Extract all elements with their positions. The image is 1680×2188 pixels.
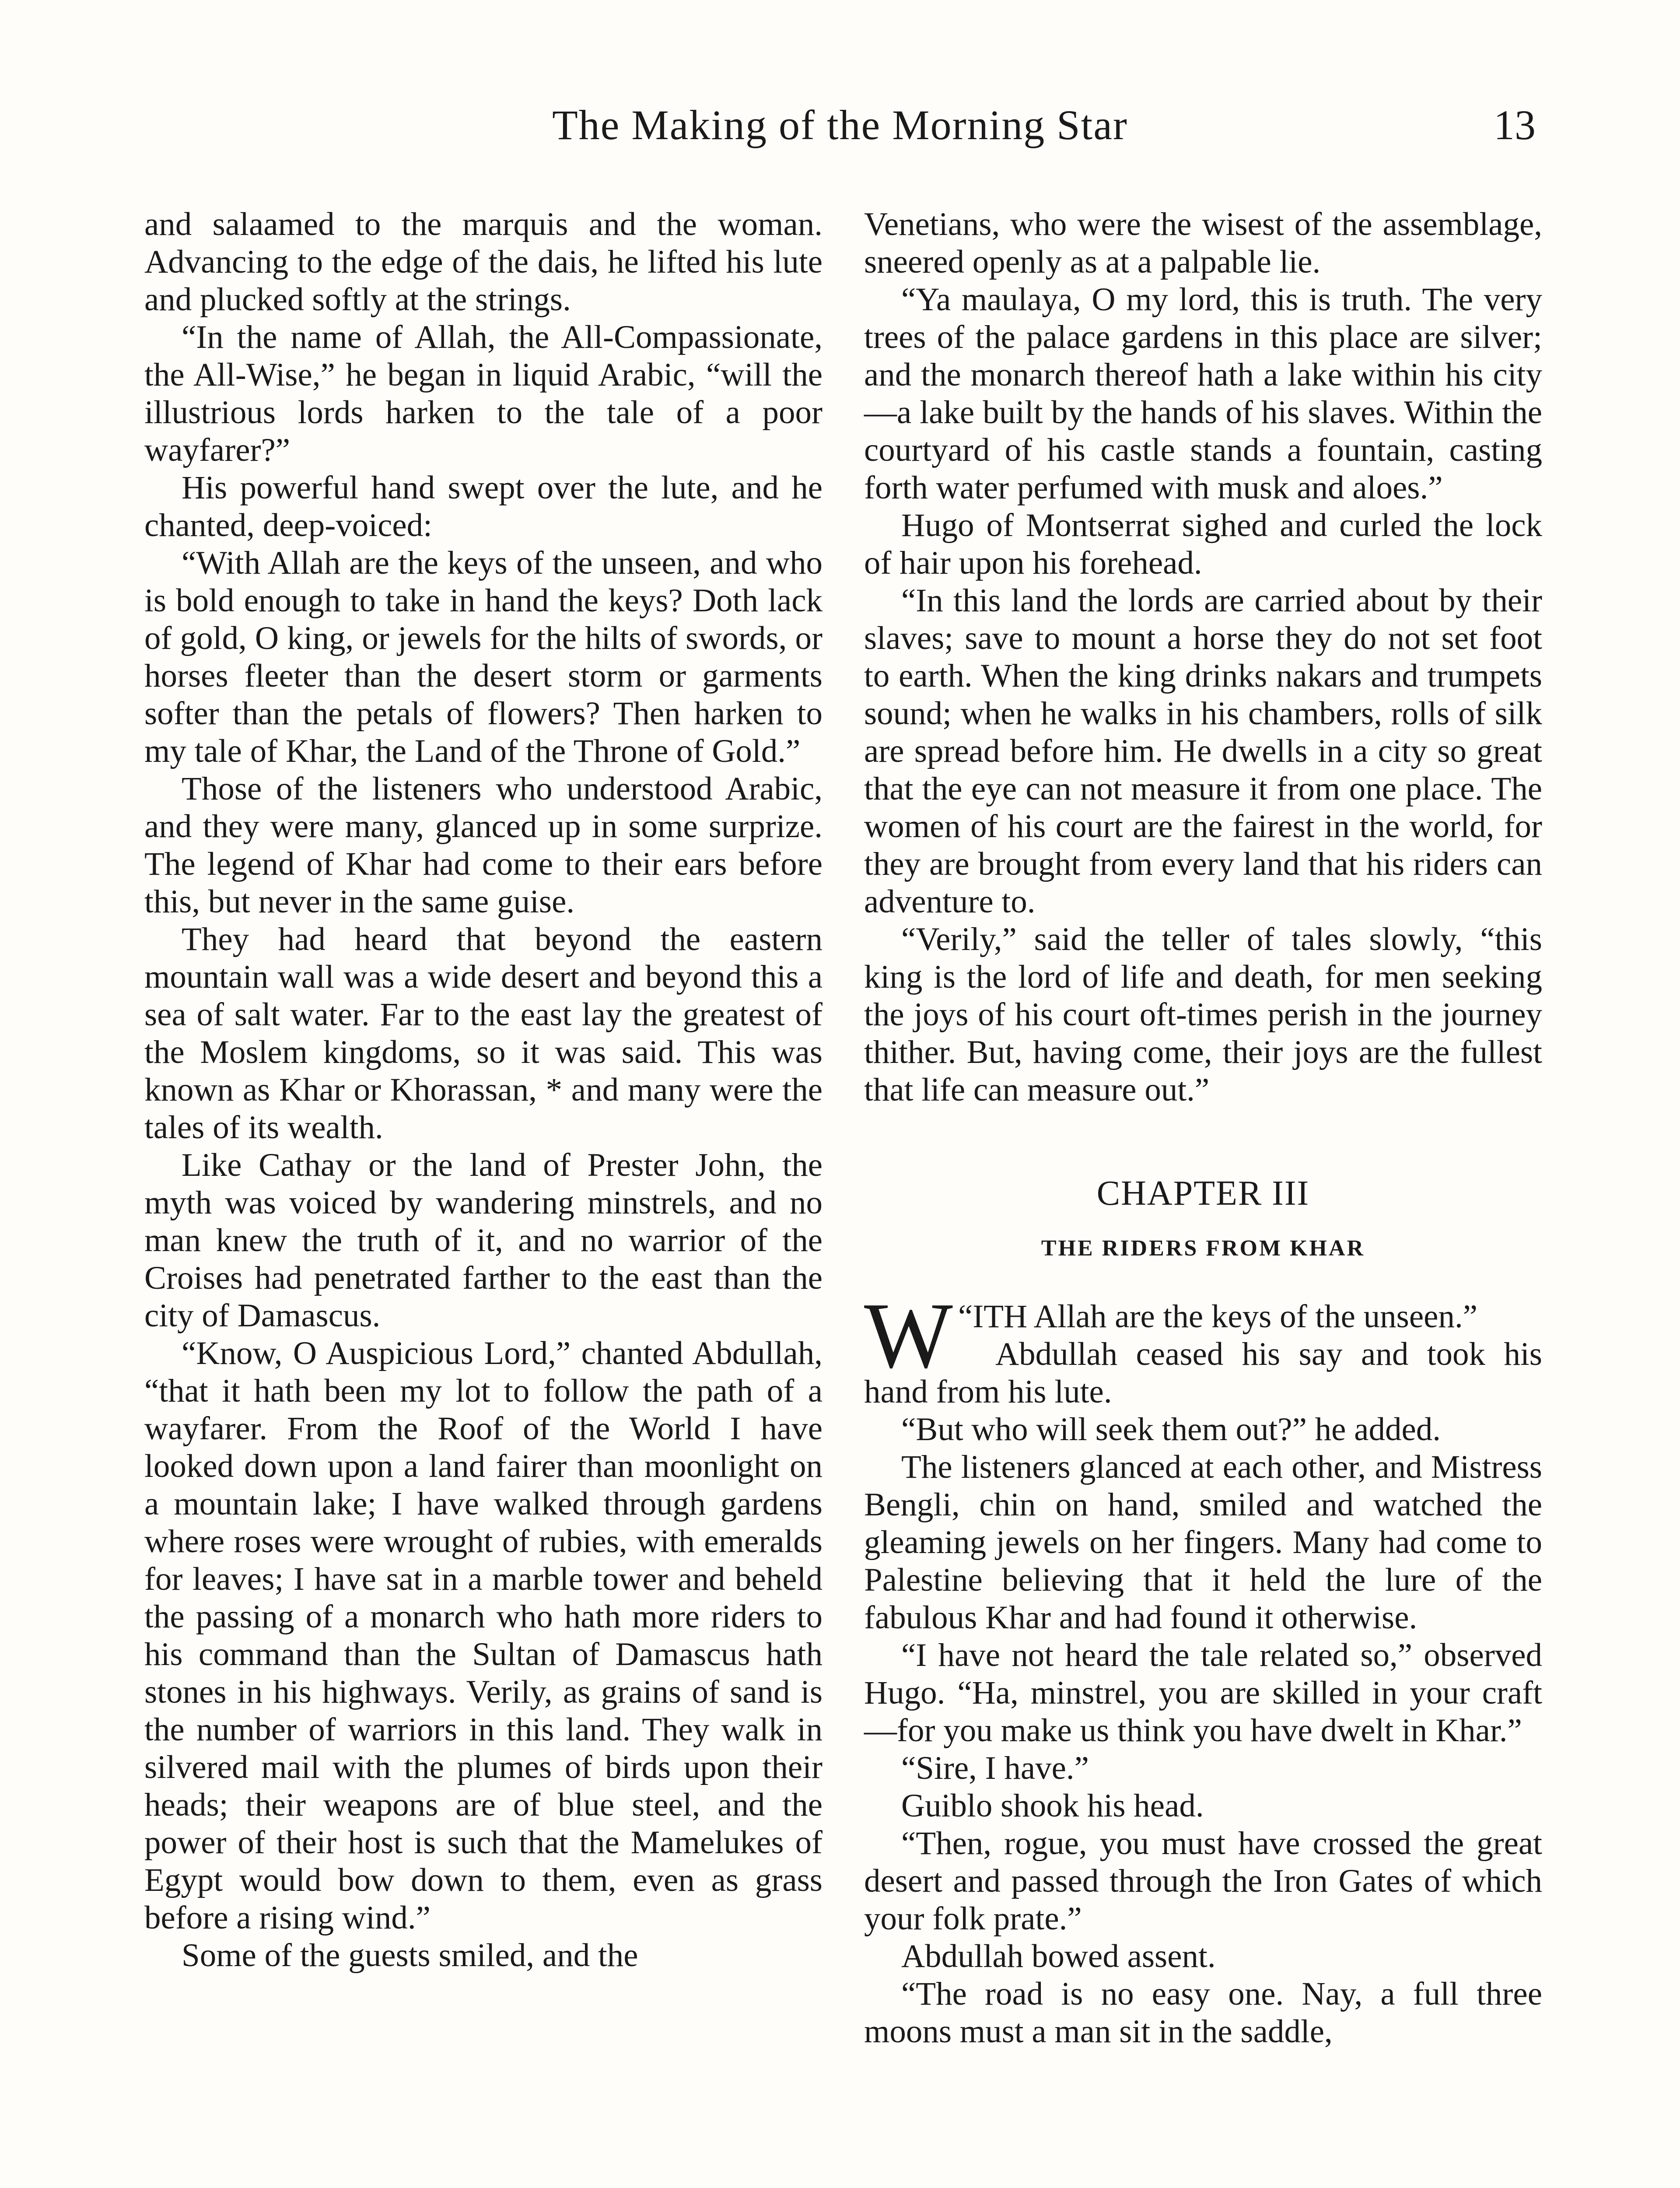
paragraph: Venetians, who were the wisest of the assemblage, sneered openly as at a palpable lie. bbox=[864, 206, 1542, 280]
paragraph: and salaamed to the marquis and the woman. Advancing to the edge of the dais, he lifted his lute and plucked softly at the strings. bbox=[144, 206, 822, 318]
paragraph: His powerful hand swept over the lute, and he chanted, deep-voiced: bbox=[144, 470, 822, 543]
paragraph: “In the name of Allah, the All-Compassionate, the All-Wise,” he began in liquid Arabic, “will the illustrious lords harken to the tale of a poor wayfarer?” bbox=[144, 319, 822, 468]
page-header bbox=[0, 101, 1680, 166]
paragraph: “But who will seek them out?” he added. bbox=[901, 1411, 1441, 1448]
paragraph: “Verily,” said the teller of tales slowly, “this king is the lord of life and death, for men seeking the joys of his court oft-times perish in the journey thither. But, having come, their joys are the fullest that life can measure out.” bbox=[864, 921, 1542, 1108]
dropcap-letter: W bbox=[864, 1283, 953, 1388]
page-number: 13 bbox=[1494, 102, 1536, 148]
paragraph: “Ya maulaya, O my lord, this is truth. The very trees of the palace gardens in this place are silver; and the monarch thereof hath a lake within his city—a lake built by the hands of his slaves. Within the courtyard of his castle stands a fountain, casting forth water perfumed with musk and aloes.” bbox=[864, 281, 1542, 506]
paragraph: “I have not heard the tale related so,” observed Hugo. “Ha, minstrel, you are skilled in your craft—for you make us think you have dwelt in Khar.” bbox=[864, 1637, 1542, 1749]
paragraph: Those of the listeners who understood Arabic, and they were many, glanced up in some surprize. The legend of Khar had come to their ears before this, but never in the same guise. bbox=[144, 771, 822, 920]
paragraph: “In this land the lords are carried about by their slaves; save to mount a horse they do not set foot to earth. When the king drinks nakars and trumpets sound; when he walks in his chambers, rolls of silk are spread before him. He dwells in a city so great that the eye can not measure it from one place. The women of his court are the fairest in the world, for they are brought from every land that his riders can adventure to. bbox=[864, 582, 1542, 920]
paragraph: Some of the guests smiled, and the bbox=[182, 1937, 638, 1974]
opening-text: ITH Allah are the keys of the unseen.” bbox=[973, 1298, 1477, 1335]
chapter-subtitle: THE RIDERS FROM KHAR bbox=[1041, 1236, 1365, 1261]
right-column bbox=[864, 206, 1542, 2051]
left-column bbox=[144, 206, 822, 1974]
paragraph: They had heard that beyond the eastern mountain wall was a wide desert and beyond this a sea of salt water. Far to the east lay the greatest of the Moslem kingdoms, so it was said. This was known as Khar or Khorassan, * and many were the tales of its wealth. bbox=[144, 921, 822, 1146]
paragraph: Abdullah ceased his say and took his hand from his lute. bbox=[864, 1336, 1542, 1410]
paragraph: “Then, rogue, you must have crossed the great desert and passed through the Iron Gates of which your folk prate.” bbox=[864, 1825, 1542, 1937]
paragraph: “Know, O Auspicious Lord,” chanted Abdullah, “that it hath been my lot to follow the path of a wayfarer. From the Roof of the World I have looked down upon a land fairer than moonlight on a mountain lake; I have walked through gardens where roses were wrought of rubies, with emeralds for leaves; I have sat in a marble tower and beheld the passing of a monarch who hath more riders to his command than the Sultan of Damascus hath stones in his highways. Verily, as grains of sand is the number of warriors in this land. They walk in silvered mail with the plumes of birds upon their heads; their weapons are of blue steel, and the power of their host is such that the Mamelukes of Egypt would bow down to them, even as grass before a rising wind.” bbox=[144, 1335, 822, 1936]
paragraph: The listeners glanced at each other, and Mistress Bengli, chin on hand, smiled and watched the gleaming jewels on her fingers. Many had come to Palestine believing that it held the lure of the fabulous Khar and had found it otherwise. bbox=[864, 1449, 1542, 1636]
paragraph: “Sire, I have.” bbox=[901, 1750, 1089, 1786]
paragraph: “The road is no easy one. Nay, a full three moons must a man sit in the saddle, bbox=[864, 1976, 1542, 2050]
paragraph: Like Cathay or the land of Prester John, the myth was voiced by wandering minstrels, and no man knew the truth of it, and no warrior of the Croises had penetrated farther to the east than the city of Damascus. bbox=[144, 1147, 822, 1334]
paragraph: Guiblo shook his head. bbox=[901, 1788, 1204, 1824]
chapter-heading: CHAPTER III bbox=[1096, 1174, 1310, 1213]
paragraph: Hugo of Montserrat sighed and curled the lock of hair upon his forehead. bbox=[864, 507, 1542, 581]
running-title: The Making of the Morning Star bbox=[552, 102, 1128, 148]
opening-quote: “ bbox=[958, 1298, 973, 1335]
paragraph: “With Allah are the keys of the unseen, and who is bold enough to take in hand the keys? Doth lack of gold, O king, or jewels for the hilts of swords, or horses fleeter than the desert storm or garments softer than the petals of flowers? Then harken to my tale of Khar, the Land of the Throne of Gold.” bbox=[144, 545, 822, 769]
paragraph: Abdullah bowed assent. bbox=[901, 1938, 1216, 1974]
